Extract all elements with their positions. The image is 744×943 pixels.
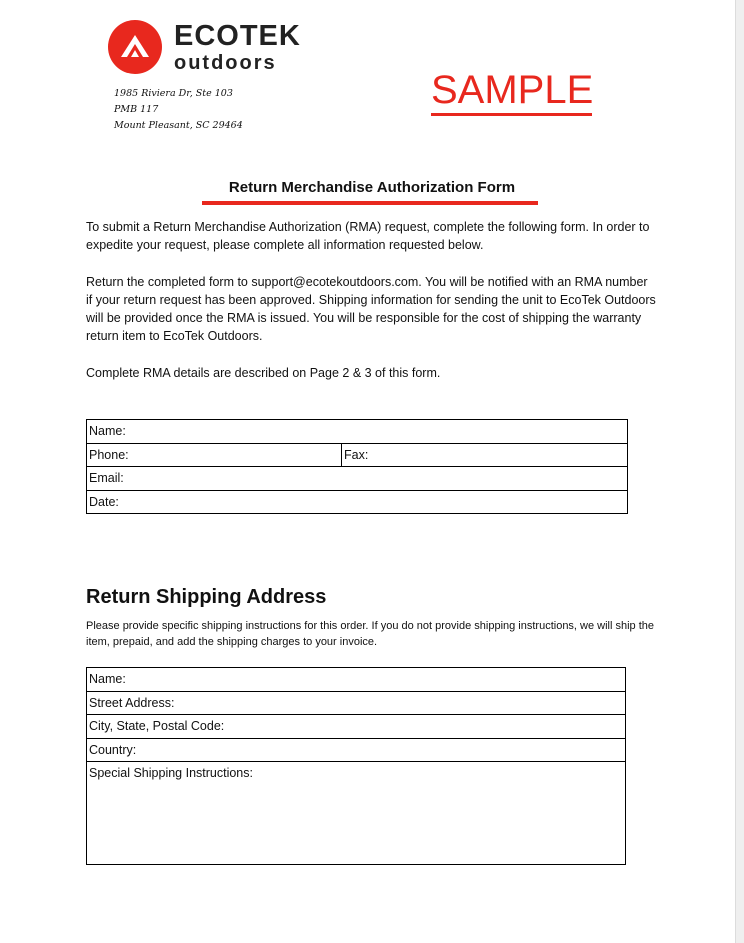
contact-name-field[interactable] [87, 420, 628, 444]
intro-paragraph-1: To submit a Return Merchandise Authorization (RMA) request, complete the following form. In order to expedite your request, please complete all information requested below. [86, 220, 650, 252]
contact-email-label: Email: [89, 471, 124, 486]
ship-country-field[interactable] [87, 738, 626, 762]
contact-date-label: Date: [89, 494, 119, 509]
contact-fax-field[interactable] [342, 443, 628, 467]
sample-underline [431, 113, 592, 116]
sample-stamp: SAMPLE [431, 68, 594, 112]
brand-name: ECOTEK [174, 20, 301, 52]
ship-country-label: Country: [89, 742, 137, 757]
shipping-address-table [86, 667, 626, 865]
ship-street-field[interactable] [87, 691, 626, 715]
address-line-2: PMB 117 [114, 104, 159, 115]
contact-date-field[interactable] [87, 490, 628, 514]
ship-name-field[interactable] [87, 668, 626, 692]
ecotek-logo [108, 18, 308, 76]
contact-email-field[interactable] [87, 467, 628, 491]
form-title: Return Merchandise Authorization Form [228, 179, 516, 196]
intro-paragraph-2: Return the completed form to support@ecotekoutdoors.com. You will be notified with an RMA number if your return request has been approved. Shipping information for sending the unit to EcoTek Outdoors will be provided once the RMA is issued. You will be responsible for the cost of shipping the warranty return item to EcoTek Outdoors. [86, 275, 656, 343]
ship-special-field[interactable] [87, 762, 626, 865]
contact-phone-label: Phone: [89, 447, 129, 462]
contact-phone-field[interactable] [87, 443, 342, 467]
ship-city-label: City, State, Postal Code: [89, 719, 225, 734]
contact-info-table [86, 419, 628, 514]
contact-fax-label: Fax: [344, 447, 369, 462]
ship-special-label: Special Shipping Instructions: [89, 766, 253, 780]
contact-name-label: Name: [89, 424, 126, 439]
address-line-1: 1985 Riviera Dr, Ste 103 [114, 88, 233, 99]
page-edge [735, 0, 744, 943]
title-underline [202, 201, 538, 205]
shipping-instructions: Please provide specific shipping instructions for this order. If you do not provide shipping instructions, we will ship the item, prepaid, and add the shipping charges to your invoice. [86, 620, 655, 648]
shipping-heading: Return Shipping Address [86, 586, 327, 608]
ship-street-label: Street Address: [89, 695, 175, 710]
company-address [114, 86, 243, 134]
mountain-logo-icon [108, 20, 162, 74]
brand-sub: outdoors [174, 52, 277, 74]
ship-city-field[interactable] [87, 715, 626, 739]
intro-paragraph-3: Complete RMA details are described on Page 2 & 3 of this form. [86, 366, 441, 380]
address-line-3: Mount Pleasant, SC 29464 [114, 120, 243, 131]
ship-name-label: Name: [89, 672, 126, 687]
